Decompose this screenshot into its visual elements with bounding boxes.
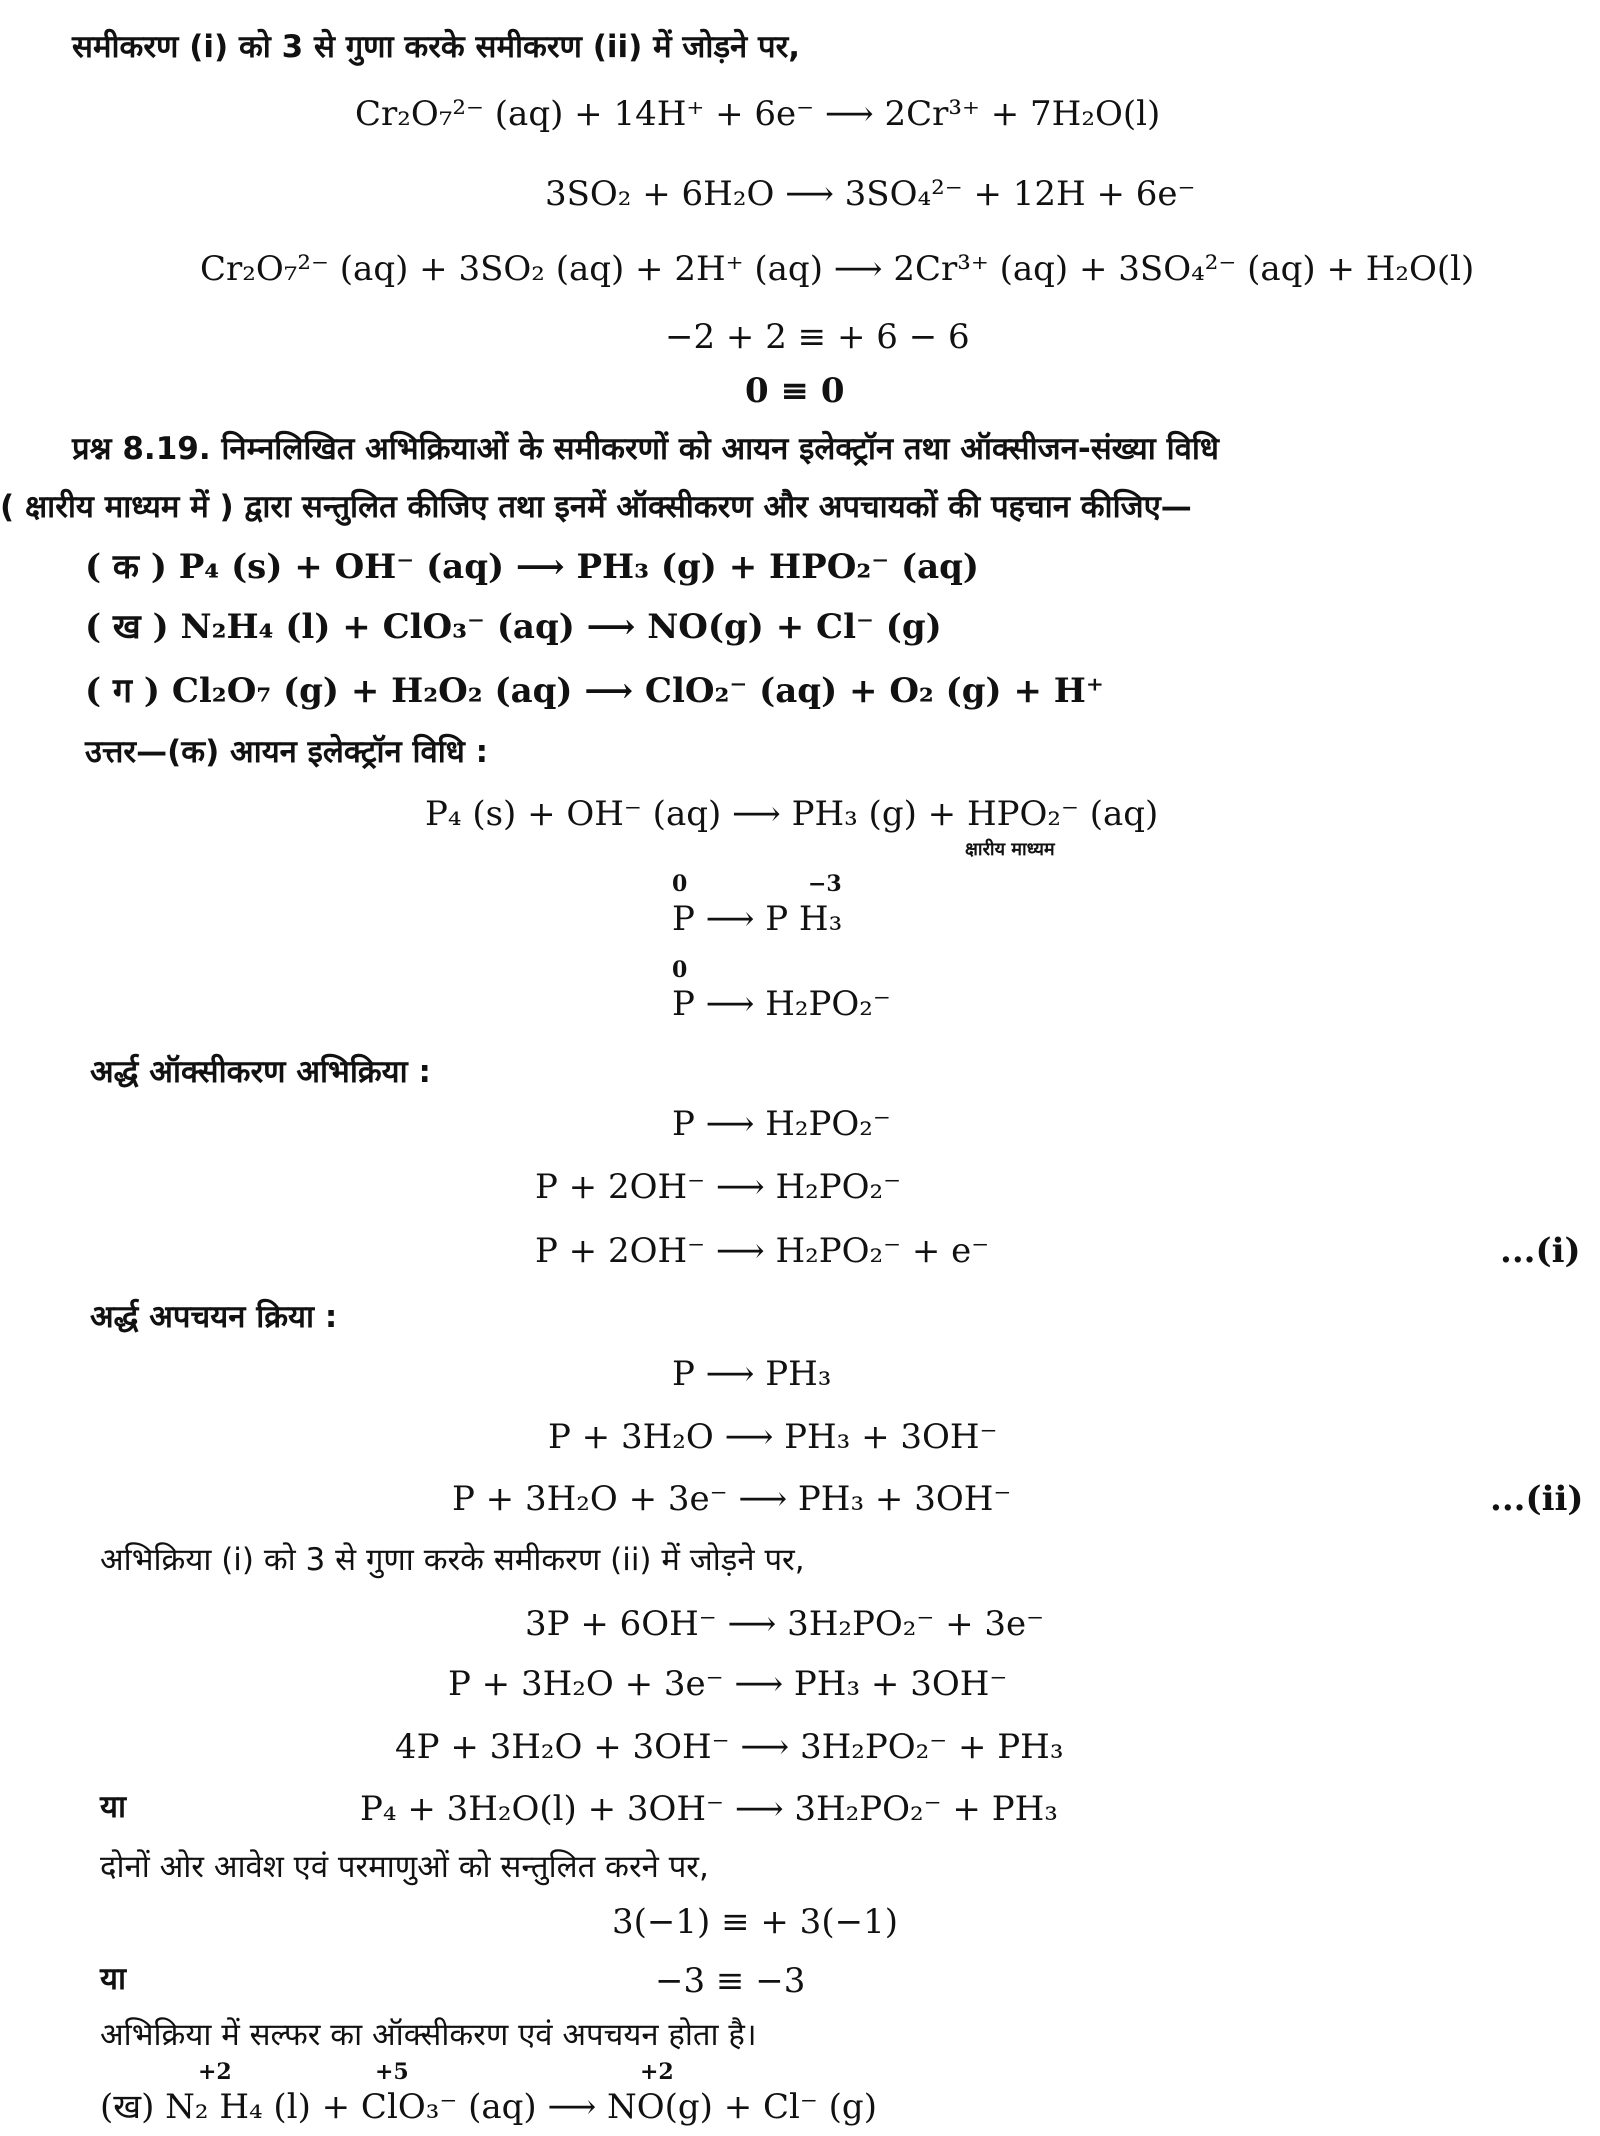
text-line: +5	[375, 2059, 409, 2085]
text-line: P ⟶ H₂PO₂⁻	[672, 984, 891, 1024]
text-line: Cr₂O₇²⁻ (aq) + 14H⁺ + 6e⁻ ⟶ 2Cr³⁺ + 7H₂O(l)	[355, 94, 1161, 134]
text-line: 0 ≡ 0	[745, 371, 845, 411]
text-line: P ⟶ H₂PO₂⁻	[672, 1104, 891, 1144]
text-line: ( ख ) N₂H₄ (l) + ClO₃⁻ (aq) ⟶ NO(g) + Cl⁻ (g)	[85, 607, 942, 647]
text-line: 0	[672, 957, 688, 983]
text-line: प्रश्न 8.19. निम्नलिखित अभिक्रियाओं के समीकरणों को आयन इलेक्ट्रॉन तथा ऑक्सीजन-संख्या विधि	[72, 431, 1219, 467]
text-line: 3(−1) ≡ + 3(−1)	[612, 1902, 898, 1942]
text-line: अर्द्ध अपचयन क्रिया :	[90, 1299, 338, 1335]
text-line: Cr₂O₇²⁻ (aq) + 3SO₂ (aq) + 2H⁺ (aq) ⟶ 2Cr³⁺ (aq) + 3SO₄²⁻ (aq) + H₂O(l)	[200, 249, 1475, 289]
text-line: 3P + 6OH⁻ ⟶ 3H₂PO₂⁻ + 3e⁻	[525, 1604, 1045, 1644]
text-line: अभिक्रिया में सल्फर का ऑक्सीकरण एवं अपचयन होता है।	[100, 2017, 757, 2053]
text-line: −2 + 2 ≡ + 6 − 6	[665, 317, 970, 357]
text-line: −3 ≡ −3	[655, 1961, 806, 2001]
text-line: 0	[672, 871, 688, 897]
text-line: P + 2OH⁻ ⟶ H₂PO₂⁻	[535, 1167, 902, 1207]
text-line: दोनों ओर आवेश एवं परमाणुओं को सन्तुलित करने पर,	[100, 1849, 709, 1885]
text-line: ...(ii)	[1490, 1479, 1584, 1519]
text-line: ...(i)	[1500, 1231, 1581, 1271]
text-line: अभिक्रिया (i) को 3 से गुणा करके समीकरण (ii) में जोड़ने पर,	[100, 1542, 805, 1578]
text-line: 4P + 3H₂O + 3OH⁻ ⟶ 3H₂PO₂⁻ + PH₃	[395, 1727, 1064, 1767]
text-line: या	[100, 1789, 127, 1825]
text-line: 3SO₂ + 6H₂O ⟶ 3SO₄²⁻ + 12H + 6e⁻	[545, 174, 1196, 214]
text-line: (ख) N₂ H₄ (l) + ClO₃⁻ (aq) ⟶ NO(g) + Cl⁻ (g)	[100, 2087, 877, 2127]
text-line: समीकरण (i) को 3 से गुणा करके समीकरण (ii) में जोड़ने पर,	[72, 29, 801, 65]
text-line: क्षारीय माध्यम	[965, 839, 1055, 860]
text-line: P₄ + 3H₂O(l) + 3OH⁻ ⟶ 3H₂PO₂⁻ + PH₃	[360, 1789, 1058, 1829]
text-line: P + 3H₂O ⟶ PH₃ + 3OH⁻	[548, 1417, 998, 1457]
text-line: P₄ (s) + OH⁻ (aq) ⟶ PH₃ (g) + HPO₂⁻ (aq)	[425, 794, 1159, 834]
text-line: P + 3H₂O + 3e⁻ ⟶ PH₃ + 3OH⁻	[448, 1664, 1008, 1704]
text-line: ( ग ) Cl₂O₇ (g) + H₂O₂ (aq) ⟶ ClO₂⁻ (aq) + O₂ (g) + H⁺	[85, 671, 1104, 711]
text-line: P + 3H₂O + 3e⁻ ⟶ PH₃ + 3OH⁻	[452, 1479, 1012, 1519]
text-line: अर्द्ध ऑक्सीकरण अभिक्रिया :	[90, 1054, 431, 1090]
text-line: −3	[808, 871, 842, 897]
text-line: P ⟶ P H₃	[672, 899, 843, 939]
text-line: +2	[198, 2059, 232, 2085]
text-line: P + 2OH⁻ ⟶ H₂PO₂⁻ + e⁻	[535, 1231, 990, 1271]
text-line: उत्तर—(क) आयन इलेक्ट्रॉन विधि :	[85, 734, 489, 770]
text-line: या	[100, 1961, 127, 1997]
text-line: P ⟶ PH₃	[672, 1354, 832, 1394]
text-line: +2	[640, 2059, 674, 2085]
text-line: ( क्षारीय माध्यम में ) द्वारा सन्तुलित कीजिए तथा इनमें ऑक्सीकरण और अपचायकों की पहचान कीजिए—	[0, 489, 1192, 525]
text-line: ( क ) P₄ (s) + OH⁻ (aq) ⟶ PH₃ (g) + HPO₂⁻ (aq)	[85, 547, 979, 587]
